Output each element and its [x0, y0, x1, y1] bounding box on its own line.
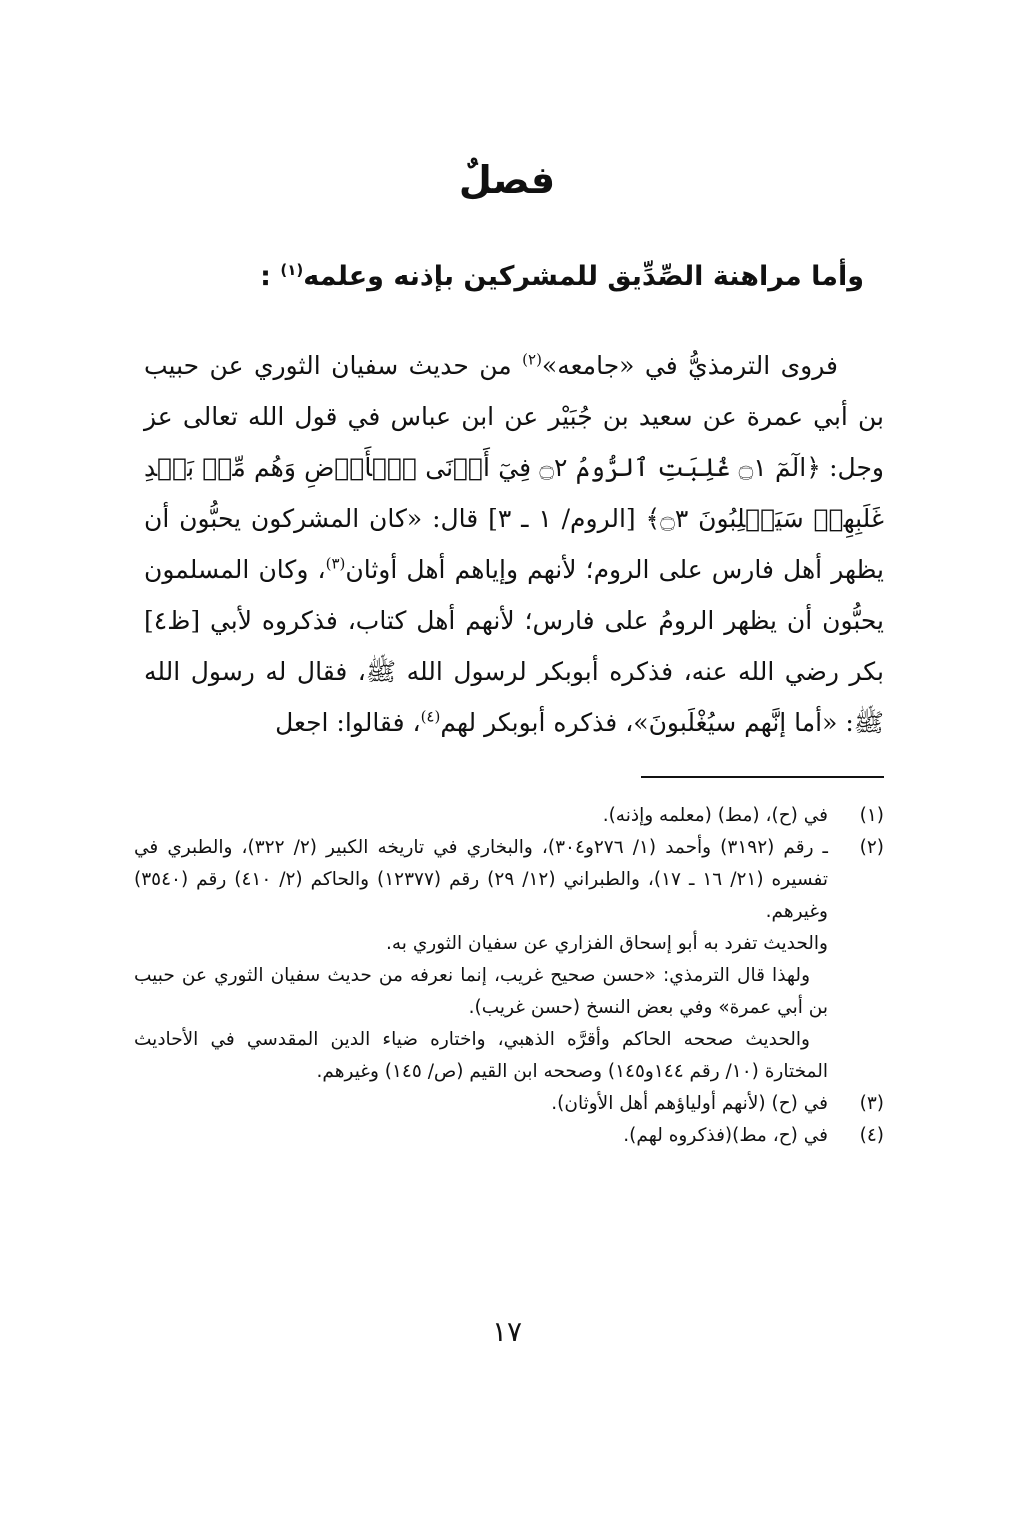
- footnote-ref-2: (٢): [522, 350, 542, 369]
- footnote-separator: [641, 776, 884, 778]
- text-segment: [الروم/ ١ ـ ٣] قال: «كان المشركون يحبُّون أن يظهر أهل فارس على الروم؛ لأنهم وإياهم أهل أوثان: [144, 504, 884, 584]
- text-segment: من حديث سفيان الثوري عن حبيب بن أبي عمرة عن سعيد بن جُبَيْر عن ابن عباس في قول الله تعالى عز وجل:: [144, 351, 884, 482]
- footnote-text: في (ح) (لأنهم أولياؤهم أهل الأوثان).: [551, 1093, 828, 1114]
- footnote-ref-4: (٤): [420, 707, 441, 726]
- text-segment: ، فقالوا: اجعل: [275, 708, 421, 737]
- footnote-number: (٤): [859, 1125, 884, 1146]
- section-subtitle: [144, 252, 864, 302]
- footnote-text: ـ رقم (٣١٩٢) وأحمد (١/ ٢٧٦و٣٠٤)، والبخاري في تاريخه الكبير (٢/ ٣٢٢)، والطبري في تفسيره (٢١/ ١٦ ـ ١٧)، والطبراني (١٢/ ٢٩) رقم (١٢٣٧٧) والحاكم (٢/ ٤١٠) رقم (٣٥٤٠) وغيرهم.: [134, 837, 829, 922]
- section-title: فصلٌ: [458, 158, 556, 202]
- footnote-ref-3: (٣): [325, 554, 346, 573]
- footnote-2-continuation: ولهذا قال الترمذي: «حسن صحيح غريب، إنما نعرفه من حديث سفيان الثوري عن حبيب بن أبي عمرة» وفي بعض النسخ (حسن غريب).: [134, 965, 828, 1018]
- footnote-2-continuation: والحديث تفرد به أبو إسحاق الفزاري عن سفيان الثوري به.: [385, 933, 828, 954]
- footnote-number: (٣): [859, 1093, 884, 1114]
- page-number: ١٧: [491, 1315, 523, 1348]
- subtitle-colon: :: [260, 261, 281, 292]
- main-paragraph: [144, 340, 884, 748]
- footnote-number: (٢): [859, 837, 884, 858]
- footnote-text: في (ح)، (مط) (معلمه وإذنه).: [602, 805, 828, 826]
- quran-verse: ﴿الٓمٓ ۝١ غُلِبَتِ ٱلرُّومُ ۝٢ فِيٓ أَدۡنَى ٱلۡأَرۡضِ وَهُم مِّنۢ بَعۡدِ غَلَبِهِمۡ سَيَغۡلِبُونَ ۝٣﴾: [144, 453, 884, 533]
- footnote-2: [134, 832, 884, 928]
- footnote-number: (١): [859, 805, 884, 826]
- subtitle-text: وأما مراهنة الصِّدِّيق للمشركين بإذنه وعلمه: [303, 261, 864, 292]
- text-segment: فروى الترمذيُّ في «جامعه»: [541, 351, 838, 380]
- main-text: [144, 340, 884, 748]
- footnotes: [134, 800, 884, 1152]
- text-segment: ، وكان المسلمون يحبُّون أن يظهر الرومُ على فارس؛ لأنهم أهل كتاب، فذكروه لأبي [ظ٤] بكر رضي الله عنه، فذكره أبوبكر لرسول الله ﷺ، فقال له رسول الله ﷺ: «أما إنَّهم سيُغْلَبونَ»، فذكره أبوبكر لهم: [144, 555, 884, 737]
- footnote-ref-1: (١): [280, 261, 304, 279]
- footnote-1: [134, 800, 884, 832]
- footnote-4: [134, 1120, 884, 1152]
- footnote-3: [134, 1088, 884, 1120]
- footnote-2-continuation: والحديث صححه الحاكم وأقرَّه الذهبي، واختاره ضياء الدين المقدسي في الأحاديث المختارة (١٠/ رقم ١٤٤و١٤٥) وصححه ابن القيم (ص/ ١٤٥) وغيرهم.: [134, 1029, 828, 1082]
- footnote-text: في (ح، مط)(فذكروه لهم).: [623, 1125, 828, 1146]
